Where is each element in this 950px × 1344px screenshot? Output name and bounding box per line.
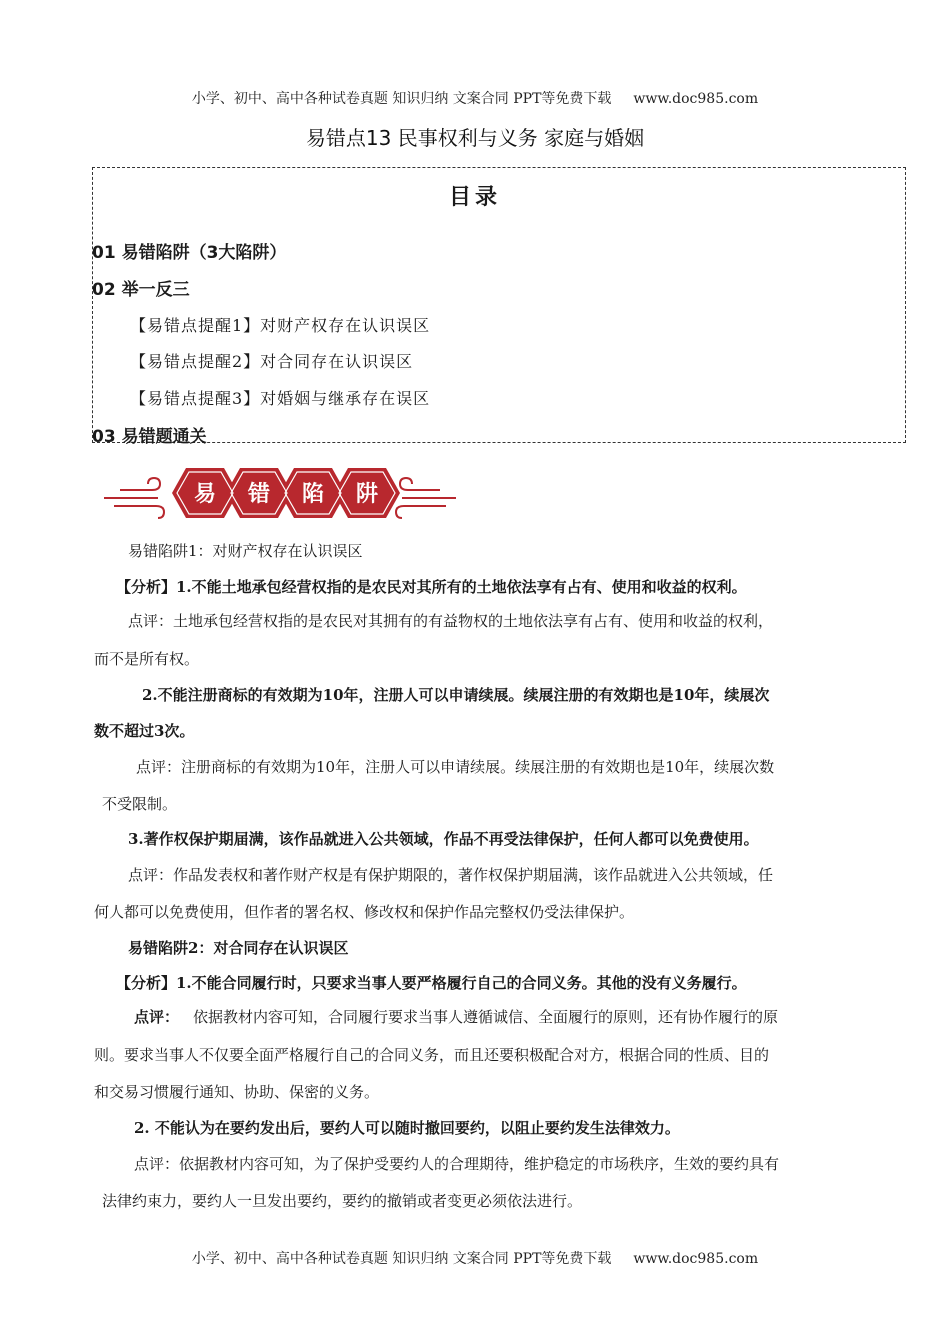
trap1-analysis-2-line2: 数不超过3次。	[94, 722, 195, 740]
trap2-comment-1-label: 点评：	[134, 1008, 180, 1026]
trap1-comment-2-line2: 不受限制。	[102, 795, 178, 813]
toc-sub-item-1[interactable]: 【易错点提醒1】对财产权存在认识误区	[130, 316, 431, 335]
trap1-analysis-2-line1: 2.不能注册商标的有效期为10年，注册人可以申请续展。续展注册的有效期也是10年，续展次	[142, 686, 770, 704]
page-footer	[0, 1248, 950, 1268]
trap1-comment-1-line1: 点评：土地承包经营权指的是农民对其拥有的有益物权的土地依法享有占有、使用和收益的权利，	[128, 612, 774, 630]
trap1-comment-3-line1: 点评：作品发表权和著作财产权是有保护期限的，著作权保护期届满，该作品就进入公共领域，任	[128, 866, 774, 884]
trap2-analysis-1: 【分析】1.不能合同履行时，只要求当事人要严格履行自己的合同义务。其他的没有义务履行。	[116, 974, 747, 992]
trap2-title: 易错陷阱2：对合同存在认识误区	[128, 939, 349, 957]
toc-heading: 目录	[448, 185, 501, 210]
trap2-analysis-2: 2. 不能认为在要约发出后，要约人可以随时撤回要约，以阻止要约发生法律效力。	[134, 1119, 680, 1137]
banner-char-4: 阱	[355, 482, 379, 507]
toc-sub-item-3[interactable]: 【易错点提醒3】对婚姻与继承存在误区	[130, 389, 431, 408]
footer-text: 小学、初中、高中各种试卷真题 知识归纳 文案合同 PPT等免费下载	[191, 1251, 612, 1267]
banner-char-3: 陷	[301, 482, 325, 507]
page-header	[0, 88, 950, 108]
trap1-comment-3-line2: 何人都可以免费使用，但作者的署名权、修改权和保护作品完整权仍受法律保护。	[94, 903, 635, 921]
header-text: 小学、初中、高中各种试卷真题 知识归纳 文案合同 PPT等免费下载	[191, 91, 612, 107]
header-url[interactable]: www.doc985.com	[633, 91, 759, 107]
trap1-title: 易错陷阱1：对财产权存在认识误区	[128, 542, 363, 560]
banner-graphic	[100, 460, 460, 526]
trap2-comment-2-line2: 法律约束力，要约人一旦发出要约，要约的撤销或者变更必须依法进行。	[102, 1192, 583, 1210]
trap1-comment-2-line1: 点评：注册商标的有效期为10年，注册人可以申请续展。续展注册的有效期也是10年，续展次数	[136, 758, 775, 776]
toc-item-1[interactable]: 01 易错陷阱（3大陷阱）	[92, 243, 287, 263]
toc-sub-item-2[interactable]: 【易错点提醒2】对合同存在认识误区	[130, 352, 414, 371]
toc-item-2[interactable]: 02 举一反三	[92, 280, 190, 300]
trap2-comment-1-text: 依据教材内容可知，合同履行要求当事人遵循诚信、全面履行的原则，还有协作履行的原	[193, 1008, 779, 1026]
trap1-analysis-1: 【分析】1.不能土地承包经营权指的是农民对其所有的土地依法享有占有、使用和收益的权利。	[116, 578, 747, 596]
trap2-comment-2-line1: 点评：依据教材内容可知，为了保护受要约人的合理期待，维护稳定的市场秩序，生效的要约具有	[134, 1155, 780, 1173]
trap1-comment-1-line2: 而不是所有权。	[94, 650, 200, 668]
trap2-comment-1-line2: 则。要求当事人不仅要全面严格履行自己的合同义务，而且还要积极配合对方，根据合同的性质、目的	[94, 1046, 770, 1064]
banner-char-1: 易	[193, 482, 217, 507]
trap1-analysis-3: 3.著作权保护期届满，该作品就进入公共领域，作品不再受法律保护，任何人都可以免费使用。	[128, 830, 759, 848]
trap2-comment-1-line3: 和交易习惯履行通知、协助、保密的义务。	[94, 1083, 380, 1101]
section-banner	[100, 460, 460, 530]
trap2-comment-1-line1	[134, 1006, 778, 1027]
document-title: 易错点13 民事权利与义务 家庭与婚姻	[305, 126, 645, 150]
footer-url[interactable]: www.doc985.com	[633, 1251, 759, 1267]
toc-item-3[interactable]: 03 易错题通关	[92, 427, 207, 447]
banner-char-2: 错	[247, 482, 271, 507]
right-cloud-ornament	[396, 478, 456, 518]
left-cloud-ornament	[104, 478, 164, 518]
